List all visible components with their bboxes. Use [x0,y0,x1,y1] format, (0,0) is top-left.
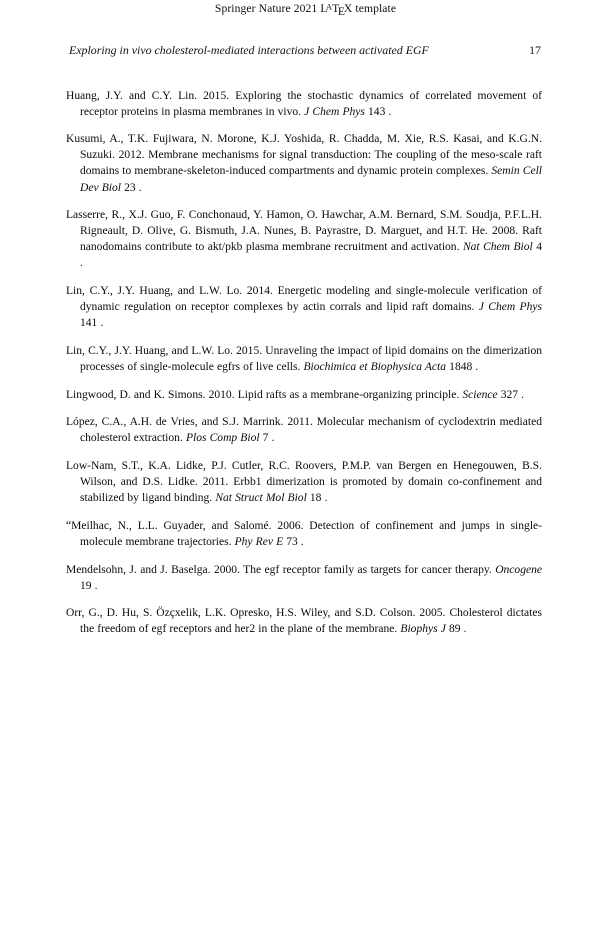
bibliography-entry [66,283,542,331]
reference-volume: 141 . [80,317,104,330]
bibliography-entry [66,414,542,446]
latex-logo-x: X [343,2,353,15]
reference-text: Kusumi, A., T.K. Fujiwara, N. Morone, K.J. Yoshida, R. Chadda, M. Xie, R.S. Kasai, and K.G.N. Suzuki. 2012. Membrane mechanisms for signal transduction: The coupling of the meso-scale raft domains to membrane-skeleton-induced compartments and dynamic protein complexes. [66,133,542,178]
reference-volume: 18 . [306,492,328,505]
bibliography-entry [66,88,542,120]
journal-header-suffix: template [352,2,397,15]
reference-volume: 1848 . [446,361,479,374]
reference-text: Lasserre, R., X.J. Guo, F. Conchonaud, Y. Hamon, O. Hawchar, A.M. Bernard, S.M. Soudja, P.F.L.H. Rigneault, D. Olive, G. Bismuth, J.A. Nunes, B. Payrastre, D. Marguet, and H.T. He. 2008. Raft nanodomains contribute to akt/pkb plasma membrane recruitment and activation. [66,209,542,254]
reference-journal: Phy Rev E [234,535,284,548]
reference-volume: 89 . [445,623,467,636]
bibliography-entry [66,458,542,506]
reference-text: Lin, C.Y., J.Y. Huang, and L.W. Lo. 2015. Unraveling the impact of lipid domains on the dimerization processes of single-molecule egfrs of live cells. [66,344,542,374]
bibliography-entry [66,605,542,637]
reference-journal: Plos Comp Biol [185,432,260,445]
reference-journal: Semin Cell Dev Biol [80,165,542,194]
reference-journal: Oncogene [495,563,542,576]
latex-logo [320,2,353,18]
bibliography-entry [66,207,542,271]
latex-logo-t: T [332,2,340,15]
bibliography-list [66,76,542,638]
running-head-title: Exploring in vivo cholesterol-mediated interactions between activated EGF [69,43,429,57]
latex-logo-a: A [326,2,333,12]
reference-text: López, C.A., A.H. de Vries, and S.J. Marrink. 2011. Molecular mechanism of cyclodextrin mediated cholesterol extraction. [66,416,542,445]
reference-text: Huang, J.Y. and C.Y. Lin. 2015. Exploring the stochastic dynamics of correlated movement of receptor proteins in plasma membranes in vivo. [66,89,542,118]
reference-text: Orr, G., D. Hu, S. Özçxelik, L.K. Opresko, H.S. Wiley, and S.D. Colson. 2005. Cholesterol dictates the freedom of egf receptors and her2 in the plane of the membrane. [66,607,542,636]
reference-journal: J Chem Phys [304,105,365,118]
latex-logo-la [320,2,332,15]
reference-volume: 7 . [259,432,275,445]
reference-journal: Biophys J [400,623,446,636]
latex-logo-e: E [337,4,346,18]
reference-volume: 4 . [80,241,542,270]
reference-text: Lingwood, D. and K. Simons. 2010. Lipid rafts as a membrane-organizing principle. [66,388,463,401]
bibliography-entry [66,343,542,375]
reference-journal: Science [462,388,498,401]
journal-template-header [0,2,611,18]
reference-volume: 19 . [80,579,98,592]
reference-text: Lin, C.Y., J.Y. Huang, and L.W. Lo. 2014. Energetic modeling and single-molecule verification of dynamic regulation on receptor complexes by actin corrals and lipid raft domains. [66,285,542,314]
reference-journal: Biochimica et Biophysica Acta [303,361,447,374]
running-head [69,43,541,58]
bibliography-entry [66,562,542,594]
reference-volume: 73 . [283,535,304,548]
bibliography-entry [66,387,542,403]
bibliography-entry [66,131,542,195]
reference-text: Mendelsohn, J. and J. Baselga. 2000. The egf receptor family as targets for cancer therapy. [66,563,496,576]
reference-text: “Meilhac, N., L.L. Guyader, and Salomé. 2006. Detection of confinement and jumps in single-molecule membrane trajectories. [66,519,542,548]
reference-journal: Nat Struct Mol Biol [215,492,307,505]
reference-journal: J Chem Phys [478,301,542,314]
reference-volume: 327 . [497,388,525,401]
reference-journal: Nat Chem Biol [462,241,533,254]
bibliography-entry [66,518,542,550]
reference-volume: 23 . [120,181,142,194]
journal-header-prefix: Springer Nature 2021 [214,2,321,15]
latex-logo-l: L [320,2,327,15]
reference-volume: 143 . [364,105,392,118]
reference-text: Low-Nam, S.T., K.A. Lidke, P.J. Cutler, R.C. Roovers, P.M.P. van Bergen en Henegouwen, B.S. Wilson, and D.S. Lidke. 2011. Erbb1 dimerization is promoted by domain co-confinement and stabilized by ligand binding. [66,460,542,505]
page-number: 17 [529,43,541,57]
